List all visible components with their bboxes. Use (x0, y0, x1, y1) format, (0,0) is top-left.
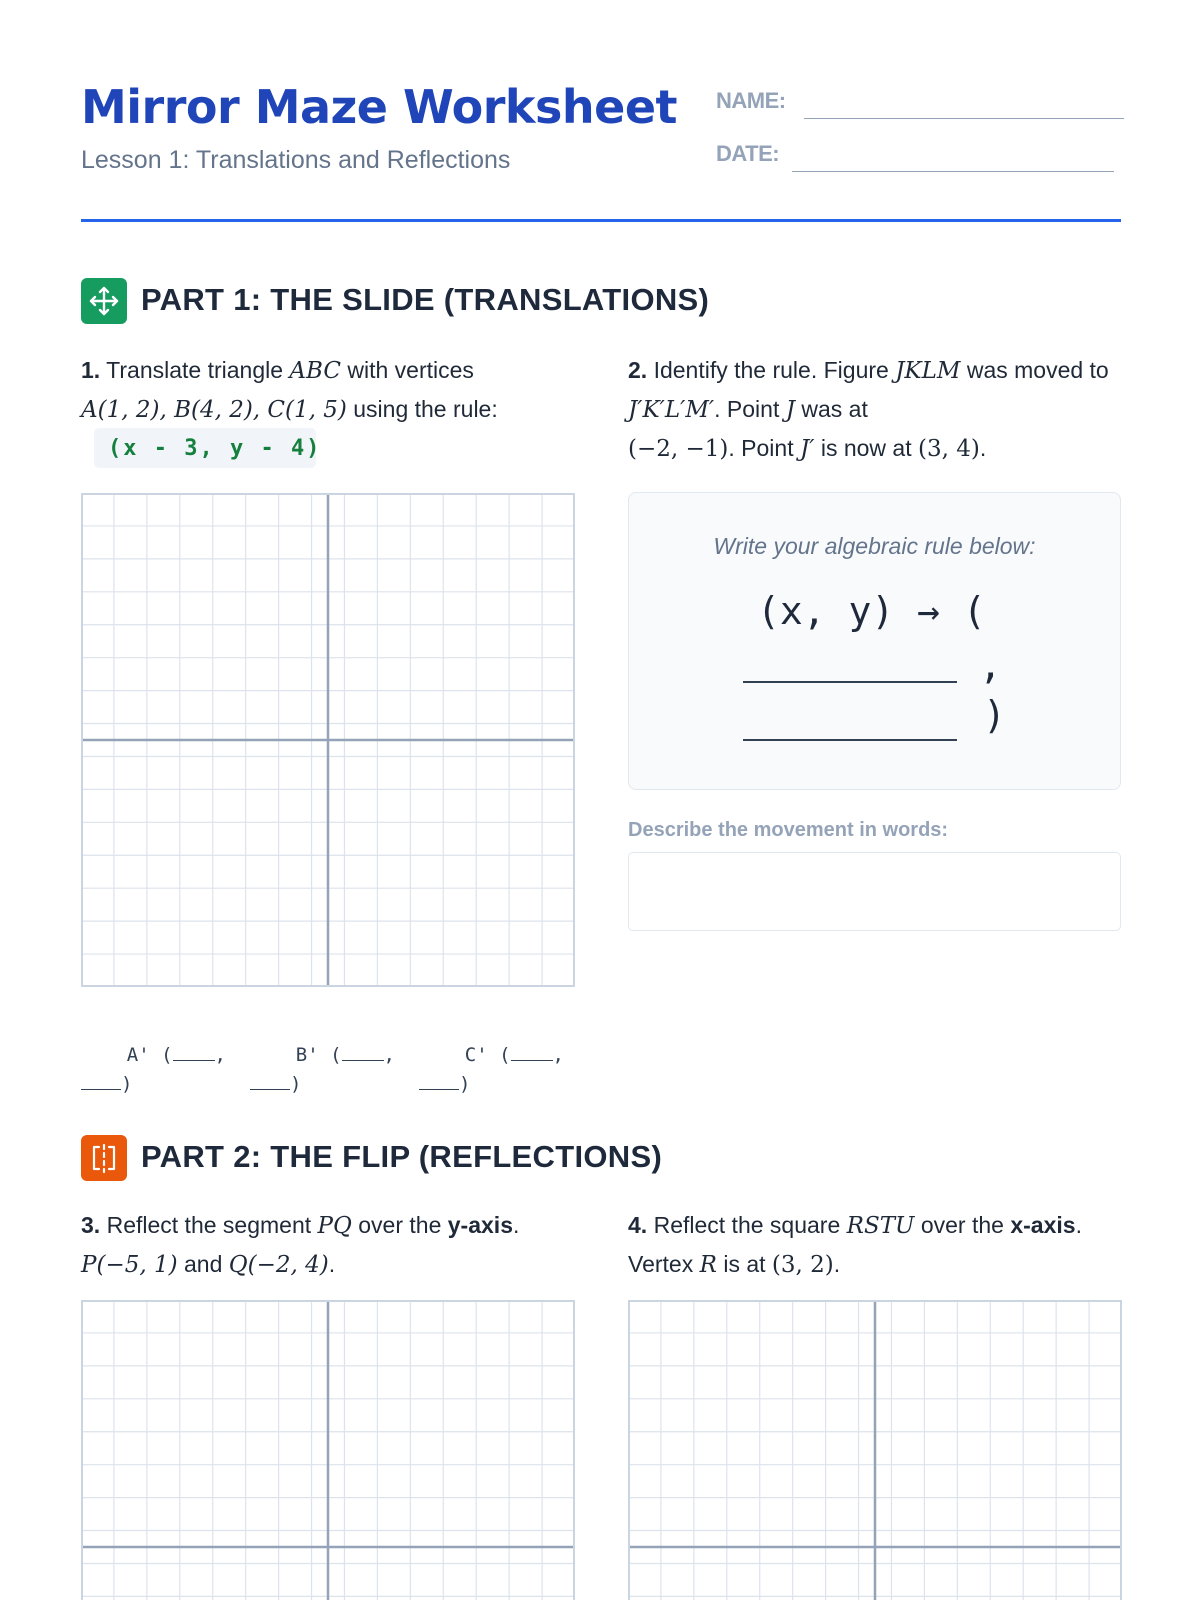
q4-number: 4. (628, 1212, 648, 1238)
rule-close-paren: ) (983, 693, 1006, 737)
q2-text-4: was at (801, 396, 868, 422)
q4-math-vertex: R (699, 1252, 717, 1278)
question-2 (628, 351, 1128, 468)
rule-expression: (x, y) → ( (757, 589, 986, 633)
q2-math-figure: JKLM (895, 358, 961, 384)
q1-number: 1. (81, 357, 101, 383)
q4-text-1: Reflect the square (653, 1212, 841, 1238)
q3-number: 3. (81, 1212, 101, 1238)
coord-answer-a[interactable] (81, 1012, 226, 1128)
q3-text-4: and (183, 1251, 223, 1277)
rule-blank-x[interactable] (743, 681, 957, 683)
rule-blank-y[interactable] (743, 739, 957, 741)
date-field[interactable] (792, 171, 1114, 172)
q1-text-1: Translate triangle (106, 357, 284, 383)
q2-text-3: . Point (714, 396, 780, 422)
worksheet-title: Mirror Maze Worksheet (81, 80, 678, 134)
q2-math-point-prime: J′ (800, 436, 815, 462)
q2-math-point: J (785, 397, 795, 423)
question-4 (628, 1206, 1098, 1284)
coord-answer-b[interactable] (250, 1012, 395, 1128)
rule-comma: , (979, 643, 1002, 687)
q3-text-5: . (328, 1251, 336, 1277)
q2-number: 2. (628, 357, 648, 383)
q1-math-triangle: ABC (289, 358, 341, 384)
date-label: DATE: (716, 141, 780, 166)
q4-text-5: . (833, 1251, 841, 1277)
q4-axis: x-axis (1010, 1212, 1076, 1238)
coordinate-grid-q3[interactable] (81, 1300, 575, 1600)
coord-a-label: A' ( (126, 1044, 173, 1066)
describe-movement-input[interactable] (628, 852, 1121, 931)
q4-math-square: RSTU (846, 1213, 915, 1239)
move-arrows-icon (81, 278, 127, 324)
q3-text-3: . (512, 1212, 520, 1238)
q1-text-3: using the rule: (353, 396, 498, 422)
q1-rule-code: (x - 3, y - 4) (94, 428, 316, 468)
part2-title: PART 2: THE FLIP (REFLECTIONS) (141, 1139, 663, 1174)
coord-a-close: ) (121, 1073, 133, 1095)
q2-text-2: was moved to (966, 357, 1109, 383)
reflect-icon (81, 1135, 127, 1181)
coord-b-comma: , (383, 1044, 395, 1066)
name-field[interactable] (804, 118, 1124, 119)
rule-prompt: Write your algebraic rule below: (713, 533, 1036, 559)
q1-text-2: with vertices (347, 357, 474, 383)
coord-b-label: B' ( (295, 1044, 342, 1066)
header-divider (81, 219, 1121, 222)
q1-math-vertices: A(1, 2), B(4, 2), C(1, 5) (81, 397, 347, 423)
coord-c-label: C' ( (464, 1044, 511, 1066)
q3-math-p: P(−5, 1) (81, 1252, 178, 1278)
q2-text-7: . (979, 435, 987, 461)
coord-c-close: ) (459, 1073, 471, 1095)
q2-math-end: (3, 4) (918, 436, 980, 462)
q2-math-start: (−2, −1) (628, 436, 729, 462)
q4-text-3: . Vertex (628, 1212, 1082, 1277)
q2-text-6: is now at (820, 435, 912, 461)
coord-c-comma: , (552, 1044, 564, 1066)
q3-math-segment: PQ (317, 1213, 352, 1239)
q2-text-1: Identify the rule. Figure (653, 357, 889, 383)
coord-a-comma: , (214, 1044, 226, 1066)
coord-b-close: ) (290, 1073, 302, 1095)
q3-text-2: over the (358, 1212, 442, 1238)
name-label: NAME: (716, 88, 786, 113)
q3-axis: y-axis (447, 1212, 513, 1238)
q3-text-1: Reflect the segment (106, 1212, 312, 1238)
question-3 (81, 1206, 561, 1284)
q4-math-coord: (3, 2) (771, 1252, 834, 1278)
q4-text-2: over the (920, 1212, 1004, 1238)
describe-label: Describe the movement in words: (628, 819, 949, 841)
q2-text-5: . Point (728, 435, 794, 461)
q3-math-q: Q(−2, 4) (228, 1252, 329, 1278)
coord-answer-c[interactable] (419, 1012, 564, 1128)
rule-answer-box (628, 492, 1121, 790)
lesson-subtitle: Lesson 1: Translations and Reflections (81, 146, 511, 174)
coordinate-grid-q4[interactable] (628, 1300, 1122, 1600)
q4-text-4: is at (723, 1251, 766, 1277)
question-1 (81, 351, 551, 429)
coordinate-grid-q1[interactable] (81, 493, 575, 987)
part1-title: PART 1: THE SLIDE (TRANSLATIONS) (141, 282, 710, 317)
q2-math-image: J′K′L′M′ (628, 397, 715, 423)
